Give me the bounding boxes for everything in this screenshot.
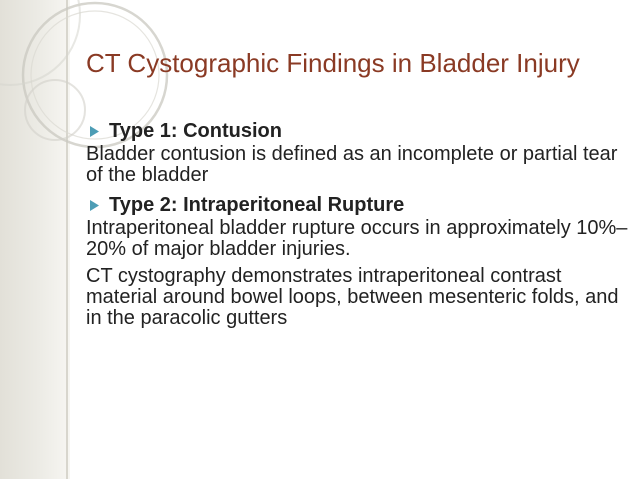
bullet-item	[86, 118, 631, 144]
slide-title: CT Cystographic Findings in Bladder Injury	[86, 48, 580, 78]
body-paragraph: Intraperitoneal bladder rupture occurs in approximately 10%–20% of major bladder injuries.	[86, 217, 628, 260]
triangle-bullet-icon	[90, 126, 99, 137]
bullet-text: Type 1: Contusion	[109, 120, 282, 142]
body-paragraph: Bladder contusion is defined as an incomplete or partial tear of the bladder	[86, 143, 618, 186]
bullet-item	[86, 192, 631, 218]
bullet-text: Type 2: Intraperitoneal Rupture	[109, 194, 405, 216]
body-paragraph: CT cystography demonstrates intraperitoneal contrast material around bowel loops, between mesenteric folds, and in the paracolic gutters	[86, 265, 619, 329]
triangle-bullet-icon	[90, 200, 99, 211]
slide-content	[86, 118, 631, 335]
